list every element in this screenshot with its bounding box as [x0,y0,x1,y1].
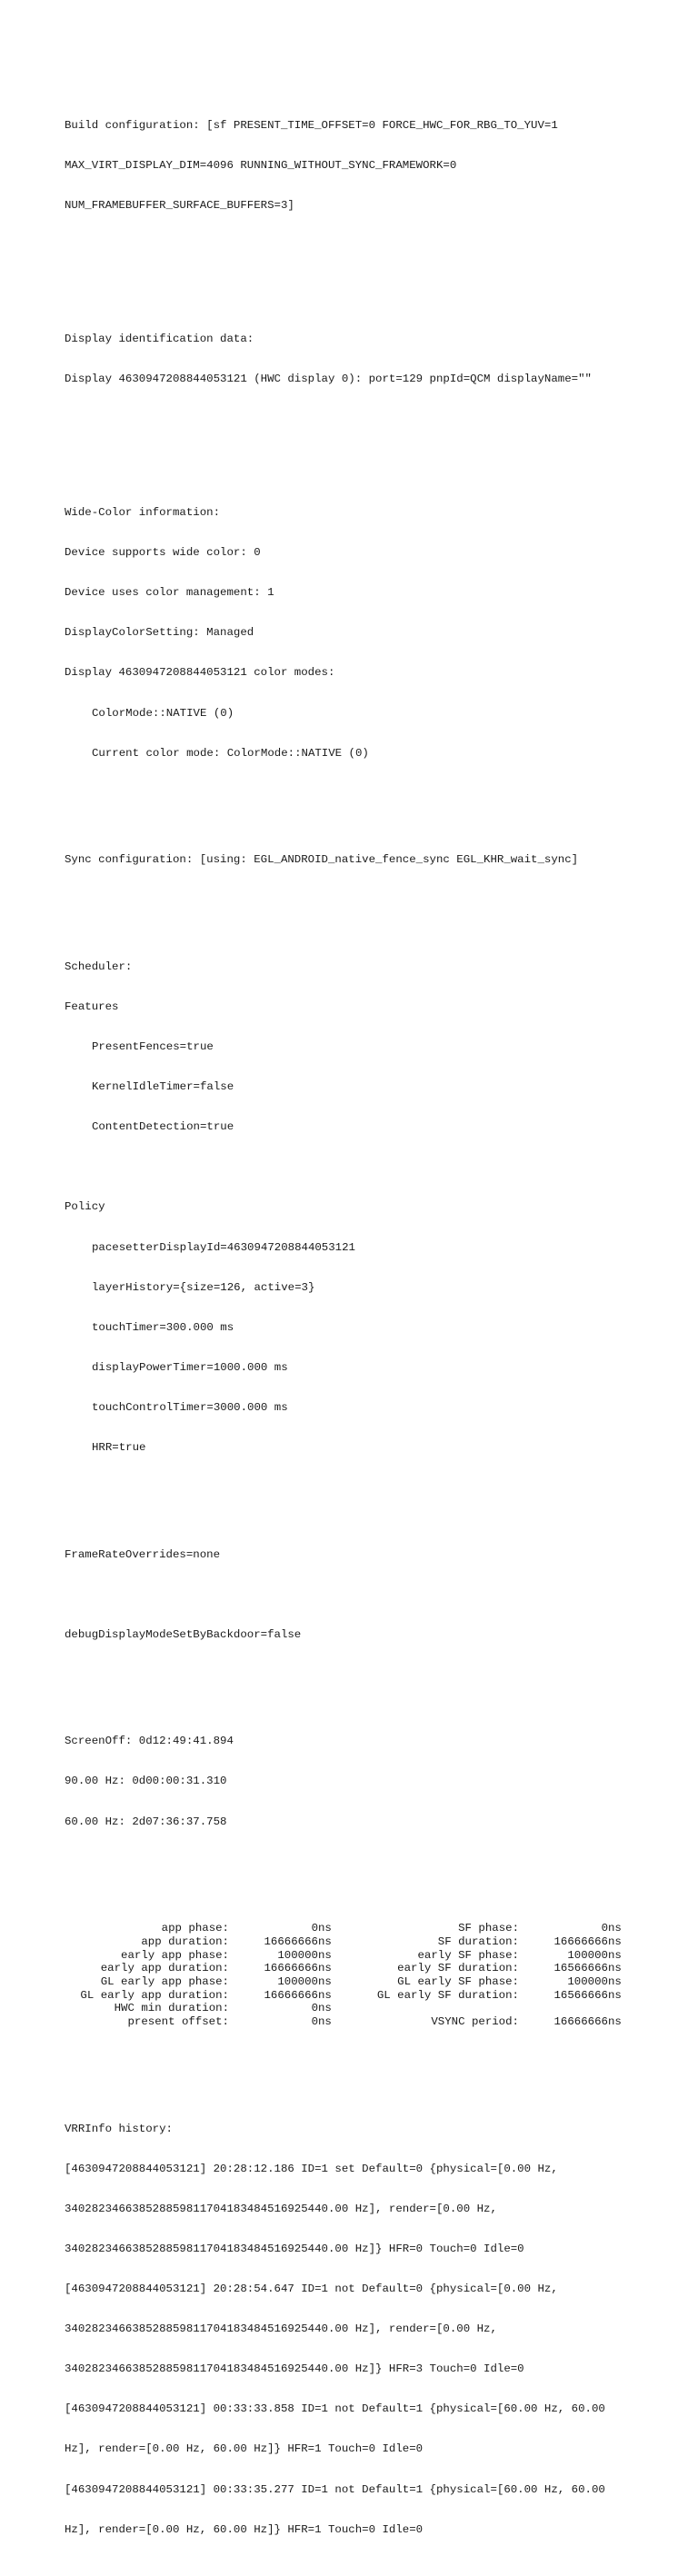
phase-right-value: 16566666 [553,1988,608,2002]
phase-left-value: 100000 [277,1974,318,1988]
vrr-history-section [65,2095,635,2562]
phase-right-value: 100000 [567,1974,608,1988]
phase-row [65,1989,635,2003]
phase-left-value: 16666666 [264,1988,318,2002]
screen-time-line: ScreenOff: 0d12:49:41.894 [65,1735,234,1748]
vrr-history-line: 340282346638528859811704183484516925440.00 Hz], render=[0.00 Hz, [65,2322,497,2336]
phase-right-label: SF phase: [458,1922,519,1935]
phase-right-unit: ns [608,1948,622,1962]
phase-right-unit: ns [608,1974,622,1988]
vrr-history-line: Hz], render=[0.00 Hz, 60.00 Hz]} HFR=1 Touch=0 Idle=0 [65,2522,424,2536]
phase-left-unit: ns [318,1948,332,1962]
build-config-section [65,92,635,239]
phase-left-value: 0 [311,2015,318,2029]
phase-right-value: 16666666 [553,2015,608,2029]
wide-color-heading: Wide-Color information: [65,506,221,520]
phase-right-unit: ns [608,2015,622,2029]
phase-right-label: early SF phase: [417,1948,519,1962]
phase-right-value: 100000 [567,1948,608,1962]
policy-line: HRR=true [92,1440,146,1454]
phase-left-label: app phase: [161,1922,229,1935]
vrr-history-line: 340282346638528859811704183484516925440.00 Hz]} HFR=3 Touch=0 Idle=0 [65,2362,524,2376]
phase-row [65,1975,635,1989]
wide-color-line: Display 4630947208844053121 color modes: [65,666,335,680]
phase-left-unit: ns [318,1962,332,1975]
policy-heading: Policy [65,1200,105,1214]
vrr-history-line: 340282346638528859811704183484516925440.00 Hz], render=[0.00 Hz, [65,2202,497,2215]
build-config-line: NUM_FRAMEBUFFER_SURFACE_BUFFERS=3] [65,199,294,212]
wide-color-line: DisplayColorSetting: Managed [65,626,254,640]
build-config-line: MAX_VIRT_DISPLAY_DIM=4096 RUNNING_WITHOUT_SYNC_FRAMEWORK=0 [65,158,457,172]
phase-right-value: 0 [601,1922,608,1935]
scheduler-heading: Scheduler: [65,960,133,973]
screen-time-line: 60.00 Hz: 2d07:36:37.758 [65,1815,227,1828]
phase-left-value: 100000 [277,1948,318,1962]
phase-left-value: 0 [311,2002,318,2015]
phase-row [65,1962,635,1975]
phase-right-label: VSYNC period: [431,2015,519,2029]
phase-left-unit: ns [318,2002,332,2015]
feature-line: PresentFences=true [92,1040,214,1054]
scheduler-section [65,933,635,1481]
phase-left-unit: ns [318,2015,332,2029]
phase-row [65,1935,635,1949]
display-id-line: Display 4630947208844053121 (HWC display 0): port=129 pnpId=QCM displayName="" [65,373,592,386]
display-id-heading: Display identification data: [65,333,254,345]
phase-left-label: early app phase: [121,1948,229,1962]
phase-left-unit: ns [318,1988,332,2002]
phase-left-label: GL early app duration: [80,1988,229,2002]
phase-left-unit: ns [318,1974,332,1988]
policy-line: displayPowerTimer=1000.000 ms [92,1360,288,1374]
build-config-line: Build configuration: [sf PRESENT_TIME_OFFSET=0 FORCE_HWC_FOR_RBG_TO_YUV=1 [65,118,558,132]
display-id-section [65,306,635,413]
debug-display-line: debugDisplayModeSetByBackdoor=false [65,1627,302,1641]
phase-left-unit: ns [318,1922,332,1935]
phase-right-unit: ns [608,1922,622,1935]
phase-row [65,1949,635,1963]
phase-left-unit: ns [318,1934,332,1948]
frame-rate-overrides-line: FrameRateOverrides=none [65,1547,221,1561]
phase-row [65,1922,635,1935]
phase-right-label: GL early SF duration: [376,1988,519,2002]
phase-right-value: 16566666 [553,1962,608,1975]
phase-right-unit: ns [608,1934,622,1948]
vrr-history-line: Hz], render=[0.00 Hz, 60.00 Hz]} HFR=1 Touch=0 Idle=0 [65,2442,424,2456]
phase-right-unit: ns [608,1962,622,1975]
vrr-history-line: 340282346638528859811704183484516925440.00 Hz]} HFR=0 Touch=0 Idle=0 [65,2242,524,2255]
wide-color-line: Device uses color management: 1 [65,586,274,600]
policy-line: layerHistory={size=126, active=3} [92,1280,315,1294]
policy-line: touchControlTimer=3000.000 ms [92,1400,288,1414]
sync-config-line: Sync configuration: [using: EGL_ANDROID_native_fence_sync EGL_KHR_wait_sync] [65,853,579,867]
dump-text [65,65,635,2576]
vrr-history-line: [4630947208844053121] 20:28:54.647 ID=1 not Default=0 {physical=[0.00 Hz, [65,2283,558,2296]
phase-left-label: early app duration: [100,1962,229,1975]
wide-color-section [65,480,635,787]
phase-right-label: GL early SF phase: [397,1974,519,1988]
phase-right-label: early SF duration: [397,1962,519,1975]
policy-line: touchTimer=300.000 ms [92,1320,234,1334]
phase-right-value: 16666666 [553,1934,608,1948]
vrr-history-heading: VRRInfo history: [65,2122,173,2135]
color-mode-line: ColorMode::NATIVE (0) [92,706,234,720]
vrr-history-line: [4630947208844053121] 00:33:33.858 ID=1 not Default=1 {physical=[60.00 Hz, 60.00 [65,2402,605,2416]
phase-row [65,2015,635,2029]
phase-left-label: present offset: [127,2015,229,2029]
features-heading: Features [65,1000,119,1013]
vrr-history-line: [4630947208844053121] 00:33:35.277 ID=1 not Default=1 {physical=[60.00 Hz, 60.00 [65,2482,605,2496]
phase-right-unit: ns [608,1988,622,2002]
policy-line: pacesetterDisplayId=4630947208844053121 [92,1240,355,1254]
phase-table [65,1922,635,2029]
phase-right-label: SF duration: [437,1934,519,1948]
phase-right-label [350,2002,519,2015]
screen-time-line: 90.00 Hz: 0d00:00:31.310 [65,1775,227,1788]
feature-line: ContentDetection=true [92,1120,234,1134]
vrr-history-line: [4630947208844053121] 20:28:12.186 ID=1 set Default=0 {physical=[0.00 Hz, [65,2162,558,2175]
phase-left-value: 16666666 [264,1934,318,1948]
phase-left-value: 0 [311,1922,318,1935]
phase-left-label: app duration: [141,1934,229,1948]
phase-left-value: 16666666 [264,1962,318,1975]
screen-times-section [65,1708,635,1855]
feature-line: KernelIdleTimer=false [92,1080,234,1094]
wide-color-line: Device supports wide color: 0 [65,546,261,560]
phase-left-label: HWC min duration: [114,2002,229,2015]
phase-left-label: GL early app phase: [100,1974,229,1988]
current-color-mode-line: Current color mode: ColorMode::NATIVE (0) [92,746,369,760]
phase-row [65,2002,635,2015]
phase-right-value [519,2002,608,2015]
phase-right-unit [608,2002,635,2015]
